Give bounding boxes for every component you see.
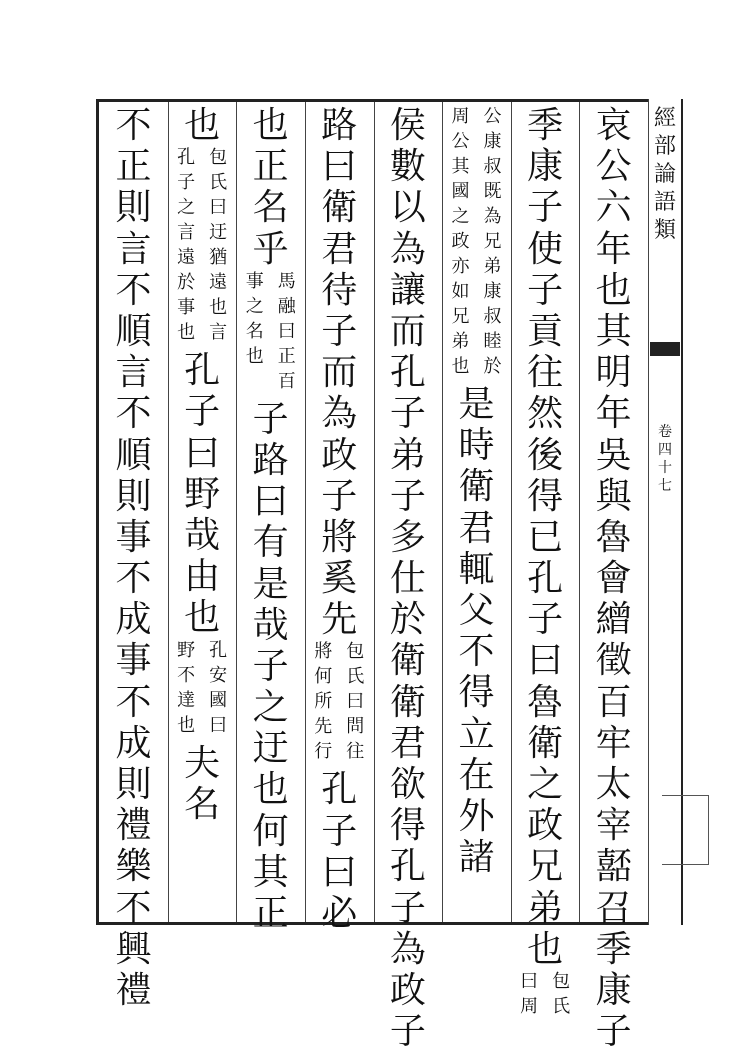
glyph: 曰 [527, 640, 564, 682]
glyph: 遠 [209, 272, 228, 294]
glyph: 安 [209, 664, 228, 686]
glyph: 馬 [277, 270, 296, 292]
glyph: 國 [451, 181, 470, 202]
glyph: 子 [321, 810, 358, 852]
glyph: 由 [184, 556, 221, 598]
glyph: 孔 [389, 846, 426, 888]
glyph: 孔 [321, 769, 358, 811]
glyph: 侯 [389, 105, 426, 146]
annotation-line [175, 149, 197, 353]
annotation-line [276, 270, 298, 402]
frame-top-rule [96, 99, 648, 102]
glyph: 之 [252, 687, 289, 729]
glyph: 於 [389, 599, 426, 641]
glyph: 得 [527, 475, 564, 517]
glyph: 禮 [115, 969, 152, 1011]
glyph: 多 [389, 516, 426, 558]
glyph: 父 [458, 589, 495, 631]
annotation-block [312, 643, 366, 772]
annotation-line [175, 639, 197, 746]
glyph: 召 [595, 887, 632, 929]
glyph: 子 [177, 172, 196, 194]
annotation-block [518, 970, 572, 1027]
glyph: 百 [595, 681, 632, 723]
annotation-line [550, 970, 572, 1027]
glyph: 事 [115, 516, 152, 558]
annotation-line [244, 270, 266, 402]
glyph: 包 [346, 641, 365, 663]
annotation-line [518, 970, 540, 1027]
glyph: 後 [527, 434, 564, 476]
glyph: 其 [252, 851, 289, 893]
glyph: 路 [252, 439, 289, 481]
glyph: 六 [595, 187, 632, 229]
glyph: 問 [346, 716, 365, 738]
main-text-run [182, 742, 222, 828]
glyph: 為 [321, 393, 358, 435]
glyph: 成 [115, 722, 152, 764]
glyph: 政 [527, 805, 564, 847]
glyph: 之 [245, 295, 264, 317]
glyph: 名 [184, 783, 221, 825]
glyph: 子 [389, 1011, 426, 1053]
glyph: 已 [527, 516, 564, 558]
glyph: 外 [458, 795, 495, 837]
glyph: 君 [458, 507, 495, 549]
glyph: 禮 [115, 805, 152, 847]
glyph: 叔 [483, 306, 502, 327]
glyph: 年 [595, 228, 632, 270]
glyph: 不 [115, 681, 152, 723]
glyph: 則 [115, 764, 152, 805]
main-text-run [251, 398, 291, 937]
glyph: 年 [595, 393, 632, 435]
glyph: 兄 [483, 231, 502, 252]
glyph: 不 [458, 631, 495, 673]
main-text-run [594, 105, 634, 1055]
main-text-run [182, 350, 222, 641]
glyph: 康 [483, 281, 502, 302]
main-text-run [388, 105, 428, 1055]
glyph: 也 [252, 105, 289, 146]
glyph: 野 [177, 639, 196, 661]
glyph: 繒 [595, 599, 632, 641]
glyph: 政 [321, 434, 358, 476]
glyph: 氏 [552, 995, 571, 1017]
annotation-block [449, 108, 503, 387]
glyph: 部 [654, 134, 677, 159]
main-text-run [182, 105, 222, 149]
glyph: 四 [658, 442, 672, 458]
glyph: 氏 [209, 172, 228, 194]
glyph: 而 [389, 310, 426, 352]
glyph: 以 [389, 187, 426, 229]
glyph: 其 [451, 156, 470, 177]
glyph: 七 [658, 478, 672, 494]
glyph: 包 [552, 970, 571, 992]
glyph: 子 [527, 187, 564, 229]
glyph: 曰 [346, 691, 365, 713]
text-column [511, 105, 580, 1027]
glyph: 魯 [527, 681, 564, 723]
glyph: 達 [177, 689, 196, 711]
text-column [236, 105, 305, 937]
glyph: 名 [252, 187, 289, 229]
glyph: 路 [321, 105, 358, 146]
glyph: 子 [252, 398, 289, 440]
glyph: 何 [314, 666, 333, 688]
glyph: 如 [451, 281, 470, 302]
glyph: 既 [483, 181, 502, 202]
glyph: 在 [458, 754, 495, 796]
glyph: 哀 [595, 105, 632, 146]
glyph: 事 [245, 270, 264, 292]
glyph: 衛 [458, 466, 495, 508]
main-text-run [319, 105, 359, 643]
glyph: 宰 [595, 805, 632, 847]
glyph: 正 [252, 146, 289, 188]
banxin-juan-number [656, 425, 674, 497]
glyph: 行 [314, 741, 333, 763]
glyph: 語 [654, 190, 677, 215]
glyph: 正 [115, 146, 152, 188]
glyph: 弟 [389, 434, 426, 476]
glyph: 猶 [209, 247, 228, 269]
glyph: 其 [595, 310, 632, 352]
glyph: 吳 [595, 434, 632, 476]
glyph: 乎 [252, 228, 289, 270]
glyph: 也 [451, 356, 470, 377]
glyph: 言 [177, 222, 196, 244]
glyph: 事 [177, 297, 196, 319]
glyph: 子 [595, 1011, 632, 1053]
glyph: 孔 [184, 350, 221, 392]
main-text-run [525, 105, 565, 973]
main-text-run [319, 769, 359, 937]
glyph: 貢 [527, 310, 564, 352]
glyph: 論 [654, 162, 677, 187]
glyph: 弟 [483, 256, 502, 277]
glyph: 弟 [527, 887, 564, 929]
glyph: 公 [451, 131, 470, 152]
glyph: 順 [115, 434, 152, 476]
glyph: 季 [527, 105, 564, 146]
glyph: 事 [115, 640, 152, 682]
glyph: 君 [389, 722, 426, 764]
annotation-line [207, 639, 229, 746]
glyph: 也 [209, 297, 228, 319]
glyph: 使 [527, 228, 564, 270]
glyph: 融 [277, 295, 296, 317]
glyph: 明 [595, 352, 632, 394]
main-text-run [113, 105, 153, 1014]
main-text-run [251, 105, 291, 273]
glyph: 兄 [451, 306, 470, 327]
glyph: 嚭 [595, 846, 632, 888]
glyph: 遠 [177, 247, 196, 269]
glyph: 哉 [252, 604, 289, 646]
text-column [579, 105, 648, 1055]
glyph: 子 [527, 599, 564, 641]
glyph: 會 [595, 558, 632, 600]
glyph: 子 [321, 310, 358, 352]
glyph: 經 [654, 106, 677, 131]
banxin-title [654, 108, 676, 248]
glyph: 子 [389, 393, 426, 435]
glyph: 立 [458, 713, 495, 755]
glyph: 順 [115, 310, 152, 352]
annotation-block [175, 149, 229, 353]
glyph: 孔 [389, 352, 426, 394]
glyph: 言 [115, 352, 152, 394]
glyph: 曰 [520, 970, 539, 992]
glyph: 之 [527, 764, 564, 805]
glyph: 周 [520, 995, 539, 1017]
glyph: 仕 [389, 558, 426, 600]
glyph: 君 [321, 228, 358, 270]
glyph: 所 [314, 691, 333, 713]
glyph: 名 [245, 320, 264, 342]
text-column [99, 105, 168, 1014]
glyph: 之 [177, 197, 196, 219]
glyph: 讓 [389, 269, 426, 311]
glyph: 時 [458, 425, 495, 467]
annotation-line [312, 643, 334, 772]
glyph: 也 [184, 105, 221, 146]
glyph: 有 [252, 522, 289, 564]
glyph: 為 [389, 928, 426, 970]
glyph: 得 [389, 805, 426, 847]
glyph: 魯 [595, 516, 632, 558]
glyph: 而 [321, 352, 358, 394]
glyph: 往 [346, 741, 365, 763]
glyph: 奚 [321, 558, 358, 600]
annotation-line [481, 108, 503, 387]
fish-tail-mark [650, 342, 680, 356]
glyph: 包 [209, 147, 228, 169]
glyph: 卷 [658, 424, 672, 440]
glyph: 何 [252, 810, 289, 852]
text-column [442, 108, 511, 881]
glyph: 輒 [458, 548, 495, 590]
glyph: 哉 [184, 514, 221, 556]
glyph: 太 [595, 764, 632, 805]
glyph: 周 [451, 106, 470, 127]
glyph: 不 [115, 558, 152, 600]
glyph: 成 [115, 599, 152, 641]
glyph: 睦 [483, 331, 502, 352]
glyph: 叔 [483, 156, 502, 177]
glyph: 曰 [252, 481, 289, 523]
glyph: 曰 [321, 851, 358, 893]
glyph: 也 [527, 928, 564, 970]
glyph: 政 [389, 969, 426, 1011]
glyph: 曰 [184, 432, 221, 474]
glyph: 曰 [209, 714, 228, 736]
glyph: 得 [458, 672, 495, 714]
glyph: 往 [527, 352, 564, 394]
glyph: 十 [658, 460, 672, 476]
glyph: 樂 [115, 846, 152, 888]
glyph: 子 [527, 269, 564, 311]
glyph: 正 [252, 893, 289, 934]
glyph: 夫 [184, 742, 221, 784]
glyph: 之 [451, 206, 470, 227]
annotation-line [207, 149, 229, 353]
glyph: 曰 [209, 197, 228, 219]
glyph: 兄 [527, 846, 564, 888]
glyph: 將 [314, 641, 333, 663]
glyph: 是 [458, 384, 495, 425]
text-column [305, 105, 374, 937]
glyph: 是 [252, 563, 289, 605]
glyph: 康 [527, 146, 564, 188]
glyph: 衛 [321, 187, 358, 229]
annotation-line [344, 643, 366, 772]
glyph: 也 [177, 714, 196, 736]
glyph: 衛 [389, 640, 426, 682]
glyph: 興 [115, 928, 152, 970]
glyph: 也 [595, 269, 632, 311]
glyph: 也 [177, 322, 196, 344]
glyph: 為 [483, 206, 502, 227]
glyph: 類 [654, 218, 677, 243]
glyph: 曰 [277, 320, 296, 342]
glyph: 諸 [458, 837, 495, 879]
glyph: 先 [321, 599, 358, 641]
glyph: 野 [184, 473, 221, 515]
annotation-line [449, 108, 471, 387]
glyph: 政 [451, 231, 470, 252]
glyph: 不 [115, 269, 152, 311]
glyph: 百 [277, 370, 296, 392]
glyph: 子 [389, 887, 426, 929]
glyph: 然 [527, 393, 564, 435]
glyph: 季 [595, 928, 632, 970]
glyph: 於 [483, 356, 502, 377]
glyph: 於 [177, 272, 196, 294]
glyph: 衛 [389, 681, 426, 723]
glyph: 亦 [451, 256, 470, 277]
glyph: 也 [252, 769, 289, 811]
glyph: 子 [321, 475, 358, 517]
glyph: 衛 [527, 722, 564, 764]
glyph: 國 [209, 689, 228, 711]
glyph: 氏 [346, 666, 365, 688]
glyph: 待 [321, 269, 358, 311]
annotation-block [244, 270, 298, 402]
glyph: 徵 [595, 640, 632, 682]
glyph: 與 [595, 475, 632, 517]
text-column [168, 105, 237, 828]
glyph: 不 [115, 887, 152, 929]
glyph: 牢 [595, 722, 632, 764]
glyph: 數 [389, 146, 426, 188]
glyph: 孔 [177, 147, 196, 169]
annotation-block [175, 639, 229, 746]
glyph: 孔 [209, 639, 228, 661]
text-column [374, 105, 443, 1055]
glyph: 子 [389, 475, 426, 517]
glyph: 曰 [321, 146, 358, 188]
glyph: 也 [184, 597, 221, 639]
glyph: 將 [321, 516, 358, 558]
glyph: 言 [209, 322, 228, 344]
glyph: 必 [321, 893, 358, 934]
glyph: 子 [252, 645, 289, 687]
glyph: 不 [115, 393, 152, 435]
glyph: 弟 [451, 331, 470, 352]
glyph: 康 [595, 969, 632, 1011]
glyph: 康 [483, 131, 502, 152]
glyph: 迂 [209, 222, 228, 244]
glyph: 孔 [527, 558, 564, 600]
glyph: 欲 [389, 764, 426, 805]
glyph: 言 [115, 228, 152, 270]
glyph: 迂 [252, 728, 289, 770]
glyph: 公 [595, 146, 632, 188]
glyph: 則 [115, 475, 152, 517]
glyph: 不 [115, 105, 152, 146]
glyph: 也 [245, 345, 264, 367]
glyph: 子 [184, 391, 221, 433]
glyph: 不 [177, 664, 196, 686]
glyph: 為 [389, 228, 426, 270]
facing-page-edge [662, 795, 709, 865]
glyph: 則 [115, 187, 152, 229]
glyph: 正 [277, 345, 296, 367]
main-text-run [456, 384, 496, 881]
glyph: 公 [483, 106, 502, 127]
glyph: 先 [314, 716, 333, 738]
